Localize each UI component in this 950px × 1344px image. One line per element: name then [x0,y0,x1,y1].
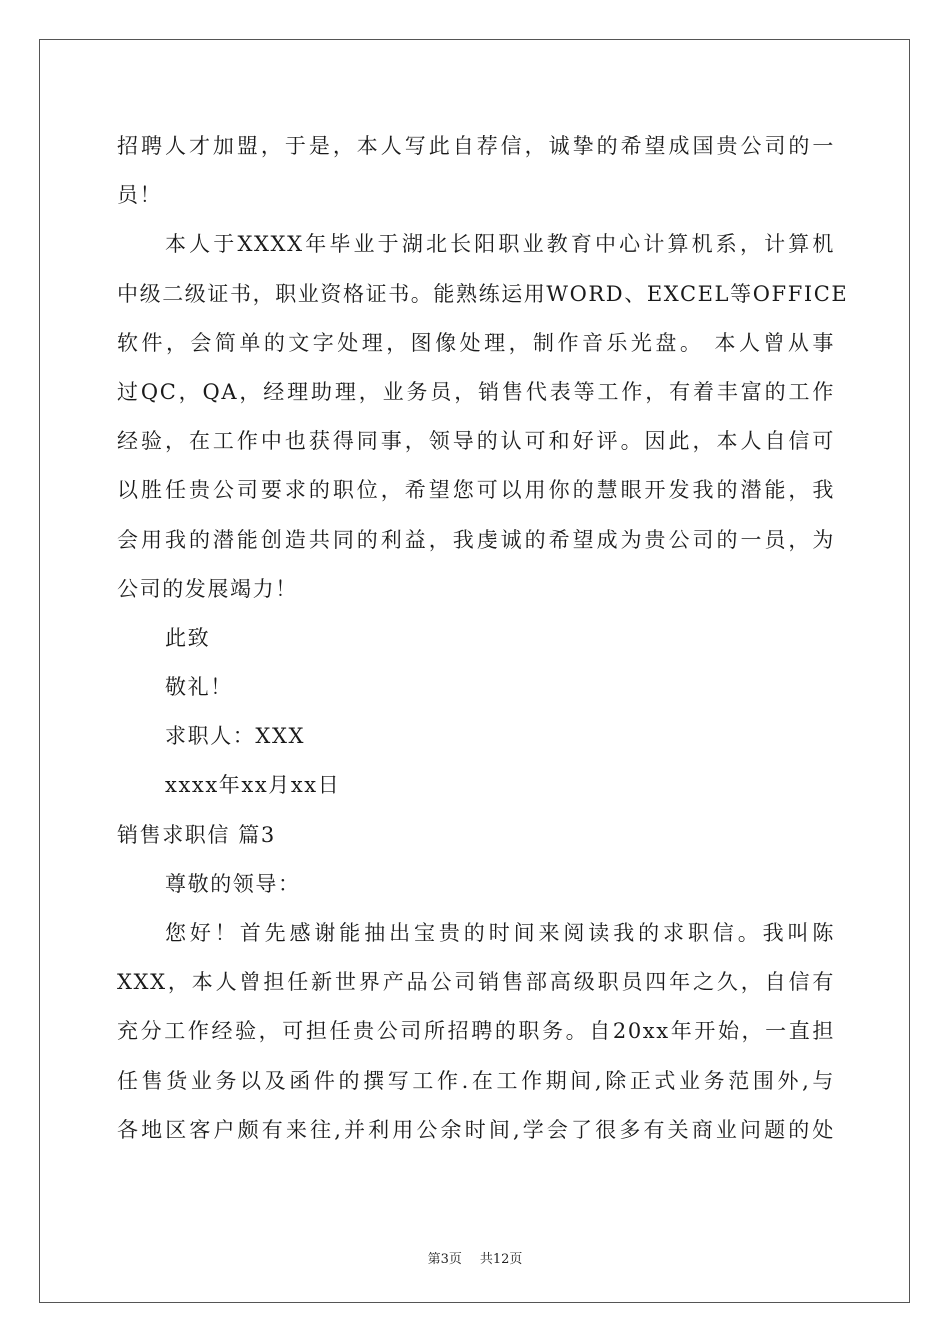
text-line: 经验，在工作中也获得同事，领导的认可和好评。因此，本人自信可 [117,429,835,454]
text-line: 招聘人才加盟，于是，本人写此自荐信，诚挚的希望成国贵公司的一 [117,134,835,158]
section-heading: 销售求职信 篇3 [117,822,276,847]
closing-salutation: 此致 [165,625,211,650]
greeting: 尊敬的领导： [165,871,301,896]
letter-date: xxxx年xx月xx日 [165,773,341,798]
text-line: 软件，会简单的文字处理，图像处理，制作音乐光盘。 本人曾从事 [117,330,835,355]
page-number: 第3页 [427,1252,462,1267]
text-line: 以胜任贵公司要求的职位，希望您可以用你的慧眼开发我的潜能，我 [117,478,835,503]
text-line: 过QC，QA，经理助理，业务员，销售代表等工作，有着丰富的工作 [117,379,835,404]
text-line: 各地区客户颇有来往,并利用公余时间,学会了很多有关商业问题的处 [117,1117,835,1142]
text-line: 中级二级证书，职业资格证书。能熟练运用WORD、EXCEL等OFFICE [117,281,849,306]
text-line: 本人于XXXX年毕业于湖北长阳职业教育中心计算机系，计算机 [165,232,835,257]
page-footer [0,1248,950,1267]
closing-regards: 敬礼！ [165,675,233,700]
text-line: 会用我的潜能创造共同的利益，我虔诚的希望成为贵公司的一员，为 [117,527,835,552]
document-body [117,122,849,1155]
text-line: XXX，本人曾担任新世界产品公司销售部高级职员四年之久，自信有 [117,970,835,995]
applicant-signature: 求职人：XXX [165,724,306,749]
page-total: 共12页 [479,1252,523,1267]
text-line: 员！ [117,183,163,208]
text-line: 任售货业务以及函件的撰写工作.在工作期间,除正式业务范围外,与 [117,1068,835,1093]
text-line: 您好！首先感谢能抽出宝贵的时间来阅读我的求职信。我叫陈 [165,921,835,945]
text-line: 充分工作经验，可担任贵公司所招聘的职务。自20xx年开始，一直担 [117,1019,835,1044]
text-line: 公司的发展竭力！ [117,576,298,601]
